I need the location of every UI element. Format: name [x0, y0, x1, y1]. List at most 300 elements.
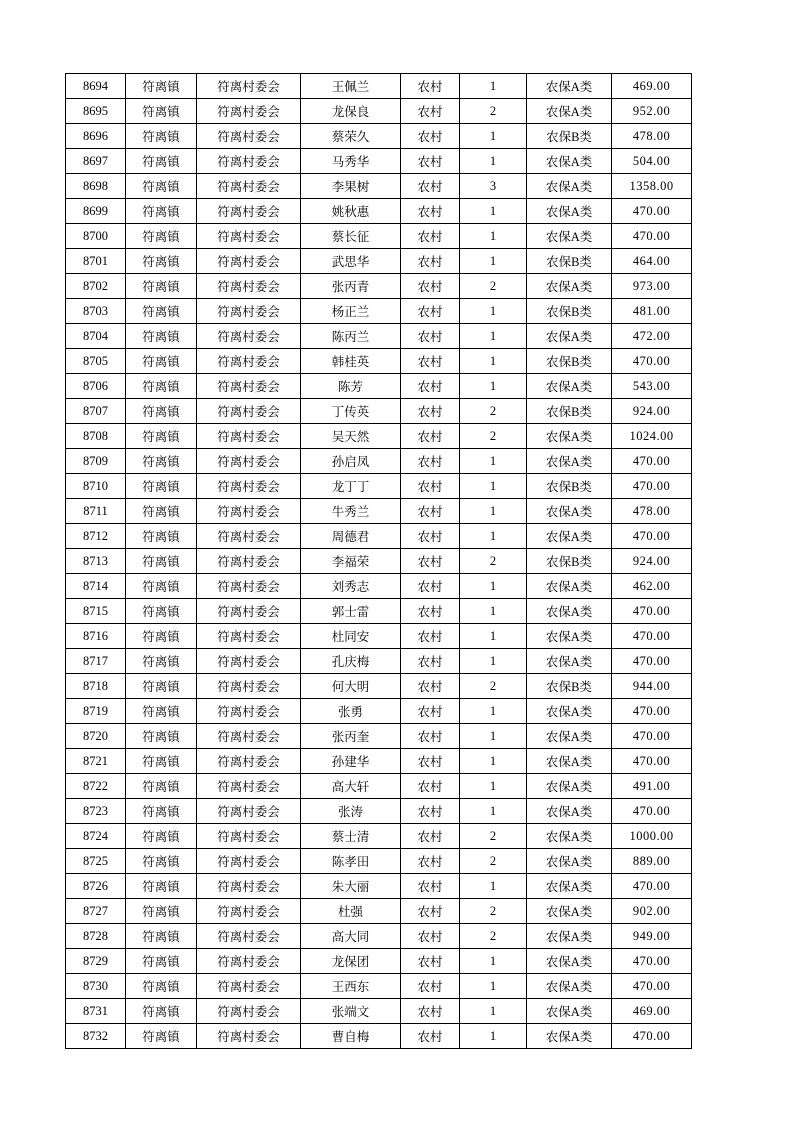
cell-name: 姚秋惠 — [301, 199, 401, 224]
cell-name: 朱大丽 — [301, 874, 401, 899]
cell-town: 符离镇 — [126, 249, 197, 274]
cell-village: 符离村委会 — [197, 174, 301, 199]
cell-amount: 470.00 — [612, 749, 692, 774]
cell-amount: 504.00 — [612, 149, 692, 174]
cell-town: 符离镇 — [126, 874, 197, 899]
cell-category: 农保A类 — [527, 374, 612, 399]
cell-name: 龙保团 — [301, 949, 401, 974]
cell-residence: 农村 — [401, 849, 460, 874]
cell-id: 8695 — [66, 99, 126, 124]
cell-amount: 470.00 — [612, 799, 692, 824]
cell-category: 农保A类 — [527, 99, 612, 124]
cell-amount: 470.00 — [612, 199, 692, 224]
cell-residence: 农村 — [401, 999, 460, 1024]
records-table — [65, 73, 692, 1049]
table-row — [66, 1024, 692, 1049]
cell-count: 2 — [460, 899, 527, 924]
cell-id: 8717 — [66, 649, 126, 674]
cell-town: 符离镇 — [126, 299, 197, 324]
cell-name: 杜强 — [301, 899, 401, 924]
cell-village: 符离村委会 — [197, 1024, 301, 1049]
cell-count: 1 — [460, 324, 527, 349]
cell-category: 农保B类 — [527, 674, 612, 699]
table-row — [66, 449, 692, 474]
cell-id: 8713 — [66, 549, 126, 574]
cell-amount: 472.00 — [612, 324, 692, 349]
cell-residence: 农村 — [401, 624, 460, 649]
cell-name: 张涛 — [301, 799, 401, 824]
cell-village: 符离村委会 — [197, 849, 301, 874]
cell-town: 符离镇 — [126, 649, 197, 674]
cell-name: 杜同安 — [301, 624, 401, 649]
table-row — [66, 524, 692, 549]
cell-count: 1 — [460, 774, 527, 799]
cell-amount: 462.00 — [612, 574, 692, 599]
table-row — [66, 624, 692, 649]
cell-town: 符离镇 — [126, 724, 197, 749]
cell-amount: 1358.00 — [612, 174, 692, 199]
cell-village: 符离村委会 — [197, 774, 301, 799]
table-row — [66, 699, 692, 724]
cell-village: 符离村委会 — [197, 549, 301, 574]
cell-count: 2 — [460, 549, 527, 574]
cell-id: 8725 — [66, 849, 126, 874]
cell-name: 吴天然 — [301, 424, 401, 449]
cell-name: 王西东 — [301, 974, 401, 999]
table-row — [66, 824, 692, 849]
cell-name: 高大同 — [301, 924, 401, 949]
cell-category: 农保A类 — [527, 974, 612, 999]
cell-amount: 924.00 — [612, 549, 692, 574]
cell-name: 蔡士清 — [301, 824, 401, 849]
cell-id: 8714 — [66, 574, 126, 599]
cell-id: 8718 — [66, 674, 126, 699]
cell-village: 符离村委会 — [197, 99, 301, 124]
cell-count: 1 — [460, 149, 527, 174]
cell-amount: 952.00 — [612, 99, 692, 124]
cell-town: 符离镇 — [126, 899, 197, 924]
cell-town: 符离镇 — [126, 124, 197, 149]
cell-residence: 农村 — [401, 874, 460, 899]
cell-id: 8709 — [66, 449, 126, 474]
cell-id: 8732 — [66, 1024, 126, 1049]
cell-name: 马秀华 — [301, 149, 401, 174]
cell-residence: 农村 — [401, 299, 460, 324]
cell-residence: 农村 — [401, 199, 460, 224]
cell-amount: 470.00 — [612, 874, 692, 899]
cell-name: 孔庆梅 — [301, 649, 401, 674]
cell-category: 农保A类 — [527, 424, 612, 449]
cell-category: 农保A类 — [527, 149, 612, 174]
cell-count: 2 — [460, 424, 527, 449]
cell-count: 1 — [460, 874, 527, 899]
cell-amount: 1024.00 — [612, 424, 692, 449]
cell-residence: 农村 — [401, 499, 460, 524]
cell-category: 农保A类 — [527, 724, 612, 749]
cell-category: 农保B类 — [527, 549, 612, 574]
cell-residence: 农村 — [401, 799, 460, 824]
cell-count: 2 — [460, 399, 527, 424]
cell-category: 农保A类 — [527, 824, 612, 849]
cell-count: 1 — [460, 999, 527, 1024]
cell-count: 1 — [460, 599, 527, 624]
cell-town: 符离镇 — [126, 374, 197, 399]
cell-id: 8720 — [66, 724, 126, 749]
cell-name: 武思华 — [301, 249, 401, 274]
cell-count: 1 — [460, 974, 527, 999]
cell-count: 1 — [460, 524, 527, 549]
cell-category: 农保A类 — [527, 224, 612, 249]
cell-town: 符离镇 — [126, 699, 197, 724]
cell-category: 农保A类 — [527, 574, 612, 599]
cell-village: 符离村委会 — [197, 974, 301, 999]
cell-id: 8715 — [66, 599, 126, 624]
cell-count: 1 — [460, 699, 527, 724]
cell-name: 孙建华 — [301, 749, 401, 774]
cell-residence: 农村 — [401, 974, 460, 999]
cell-village: 符离村委会 — [197, 74, 301, 99]
cell-id: 8708 — [66, 424, 126, 449]
cell-count: 1 — [460, 649, 527, 674]
cell-town: 符离镇 — [126, 824, 197, 849]
cell-id: 8706 — [66, 374, 126, 399]
cell-category: 农保B类 — [527, 124, 612, 149]
cell-category: 农保A类 — [527, 699, 612, 724]
table-row — [66, 974, 692, 999]
cell-village: 符离村委会 — [197, 199, 301, 224]
cell-village: 符离村委会 — [197, 249, 301, 274]
cell-count: 1 — [460, 299, 527, 324]
cell-count: 2 — [460, 849, 527, 874]
cell-town: 符离镇 — [126, 74, 197, 99]
table-row — [66, 399, 692, 424]
cell-village: 符离村委会 — [197, 124, 301, 149]
cell-amount: 944.00 — [612, 674, 692, 699]
cell-category: 农保A类 — [527, 924, 612, 949]
cell-residence: 农村 — [401, 149, 460, 174]
cell-count: 1 — [460, 199, 527, 224]
table-row — [66, 774, 692, 799]
cell-category: 农保A类 — [527, 624, 612, 649]
cell-id: 8731 — [66, 999, 126, 1024]
cell-amount: 470.00 — [612, 599, 692, 624]
cell-town: 符离镇 — [126, 149, 197, 174]
cell-residence: 农村 — [401, 1024, 460, 1049]
cell-id: 8702 — [66, 274, 126, 299]
cell-residence: 农村 — [401, 224, 460, 249]
cell-name: 刘秀志 — [301, 574, 401, 599]
cell-town: 符离镇 — [126, 999, 197, 1024]
cell-town: 符离镇 — [126, 974, 197, 999]
cell-town: 符离镇 — [126, 224, 197, 249]
cell-town: 符离镇 — [126, 574, 197, 599]
cell-village: 符离村委会 — [197, 924, 301, 949]
cell-residence: 农村 — [401, 649, 460, 674]
table-row — [66, 74, 692, 99]
cell-id: 8722 — [66, 774, 126, 799]
cell-town: 符离镇 — [126, 499, 197, 524]
cell-count: 2 — [460, 674, 527, 699]
cell-count: 1 — [460, 374, 527, 399]
table-row — [66, 724, 692, 749]
table-row — [66, 899, 692, 924]
cell-name: 张丙奎 — [301, 724, 401, 749]
cell-town: 符离镇 — [126, 449, 197, 474]
cell-name: 陈丙兰 — [301, 324, 401, 349]
cell-town: 符离镇 — [126, 549, 197, 574]
cell-amount: 470.00 — [612, 224, 692, 249]
cell-count: 1 — [460, 574, 527, 599]
cell-count: 1 — [460, 749, 527, 774]
cell-name: 李福荣 — [301, 549, 401, 574]
cell-name: 张端文 — [301, 999, 401, 1024]
cell-residence: 农村 — [401, 674, 460, 699]
cell-category: 农保A类 — [527, 799, 612, 824]
cell-town: 符离镇 — [126, 1024, 197, 1049]
cell-residence: 农村 — [401, 724, 460, 749]
cell-town: 符离镇 — [126, 949, 197, 974]
cell-id: 8723 — [66, 799, 126, 824]
cell-id: 8698 — [66, 174, 126, 199]
cell-count: 3 — [460, 174, 527, 199]
cell-town: 符离镇 — [126, 349, 197, 374]
cell-residence: 农村 — [401, 324, 460, 349]
cell-amount: 470.00 — [612, 624, 692, 649]
table-row — [66, 799, 692, 824]
cell-category: 农保A类 — [527, 949, 612, 974]
cell-village: 符离村委会 — [197, 499, 301, 524]
table-row — [66, 599, 692, 624]
cell-town: 符离镇 — [126, 599, 197, 624]
cell-id: 8728 — [66, 924, 126, 949]
cell-amount: 470.00 — [612, 699, 692, 724]
cell-residence: 农村 — [401, 424, 460, 449]
cell-residence: 农村 — [401, 374, 460, 399]
cell-name: 丁传英 — [301, 399, 401, 424]
table-row — [66, 649, 692, 674]
cell-amount: 469.00 — [612, 999, 692, 1024]
cell-residence: 农村 — [401, 524, 460, 549]
cell-id: 8726 — [66, 874, 126, 899]
cell-count: 2 — [460, 824, 527, 849]
cell-count: 1 — [460, 474, 527, 499]
cell-id: 8705 — [66, 349, 126, 374]
table-row — [66, 874, 692, 899]
cell-village: 符离村委会 — [197, 874, 301, 899]
cell-residence: 农村 — [401, 349, 460, 374]
table-row — [66, 224, 692, 249]
cell-id: 8724 — [66, 824, 126, 849]
table-row — [66, 374, 692, 399]
cell-amount: 949.00 — [612, 924, 692, 949]
cell-residence: 农村 — [401, 99, 460, 124]
cell-name: 杨正兰 — [301, 299, 401, 324]
cell-id: 8721 — [66, 749, 126, 774]
cell-town: 符离镇 — [126, 199, 197, 224]
cell-town: 符离镇 — [126, 774, 197, 799]
table-body — [66, 74, 692, 1049]
cell-name: 蔡长征 — [301, 224, 401, 249]
cell-residence: 农村 — [401, 124, 460, 149]
cell-id: 8730 — [66, 974, 126, 999]
cell-name: 张勇 — [301, 699, 401, 724]
cell-amount: 924.00 — [612, 399, 692, 424]
cell-town: 符离镇 — [126, 749, 197, 774]
cell-id: 8729 — [66, 949, 126, 974]
cell-amount: 470.00 — [612, 524, 692, 549]
cell-village: 符离村委会 — [197, 299, 301, 324]
cell-count: 1 — [460, 724, 527, 749]
cell-name: 曹自梅 — [301, 1024, 401, 1049]
cell-category: 农保A类 — [527, 74, 612, 99]
cell-id: 8716 — [66, 624, 126, 649]
cell-town: 符离镇 — [126, 324, 197, 349]
cell-village: 符离村委会 — [197, 574, 301, 599]
cell-town: 符离镇 — [126, 474, 197, 499]
cell-category: 农保A类 — [527, 524, 612, 549]
cell-town: 符离镇 — [126, 99, 197, 124]
cell-residence: 农村 — [401, 699, 460, 724]
table-row — [66, 324, 692, 349]
cell-residence: 农村 — [401, 824, 460, 849]
cell-name: 周德君 — [301, 524, 401, 549]
cell-amount: 889.00 — [612, 849, 692, 874]
table-row — [66, 174, 692, 199]
cell-village: 符离村委会 — [197, 224, 301, 249]
cell-residence: 农村 — [401, 749, 460, 774]
cell-name: 陈芳 — [301, 374, 401, 399]
cell-residence: 农村 — [401, 249, 460, 274]
cell-amount: 491.00 — [612, 774, 692, 799]
cell-amount: 902.00 — [612, 899, 692, 924]
cell-village: 符离村委会 — [197, 749, 301, 774]
cell-town: 符离镇 — [126, 924, 197, 949]
table-row — [66, 99, 692, 124]
cell-id: 8719 — [66, 699, 126, 724]
cell-village: 符离村委会 — [197, 324, 301, 349]
table-row — [66, 474, 692, 499]
cell-residence: 农村 — [401, 774, 460, 799]
cell-residence: 农村 — [401, 474, 460, 499]
cell-category: 农保A类 — [527, 899, 612, 924]
cell-name: 郭士雷 — [301, 599, 401, 624]
cell-count: 1 — [460, 499, 527, 524]
table-row — [66, 499, 692, 524]
cell-category: 农保A类 — [527, 749, 612, 774]
cell-amount: 481.00 — [612, 299, 692, 324]
cell-name: 王佩兰 — [301, 74, 401, 99]
cell-village: 符离村委会 — [197, 274, 301, 299]
cell-count: 1 — [460, 249, 527, 274]
cell-name: 孙启凤 — [301, 449, 401, 474]
cell-amount: 470.00 — [612, 974, 692, 999]
cell-village: 符离村委会 — [197, 149, 301, 174]
cell-town: 符离镇 — [126, 674, 197, 699]
cell-residence: 农村 — [401, 924, 460, 949]
cell-count: 1 — [460, 74, 527, 99]
cell-amount: 470.00 — [612, 724, 692, 749]
cell-amount: 478.00 — [612, 124, 692, 149]
cell-residence: 农村 — [401, 274, 460, 299]
cell-category: 农保A类 — [527, 324, 612, 349]
cell-count: 1 — [460, 949, 527, 974]
cell-amount: 469.00 — [612, 74, 692, 99]
cell-residence: 农村 — [401, 574, 460, 599]
cell-village: 符离村委会 — [197, 399, 301, 424]
cell-amount: 1000.00 — [612, 824, 692, 849]
cell-name: 张丙青 — [301, 274, 401, 299]
cell-name: 龙丁丁 — [301, 474, 401, 499]
cell-count: 2 — [460, 274, 527, 299]
cell-residence: 农村 — [401, 174, 460, 199]
cell-name: 韩桂英 — [301, 349, 401, 374]
cell-category: 农保A类 — [527, 649, 612, 674]
cell-id: 8704 — [66, 324, 126, 349]
cell-name: 蔡荣久 — [301, 124, 401, 149]
cell-category: 农保A类 — [527, 774, 612, 799]
cell-village: 符离村委会 — [197, 474, 301, 499]
cell-town: 符离镇 — [126, 624, 197, 649]
cell-town: 符离镇 — [126, 174, 197, 199]
cell-village: 符离村委会 — [197, 649, 301, 674]
table-row — [66, 124, 692, 149]
table-row — [66, 424, 692, 449]
cell-id: 8694 — [66, 74, 126, 99]
cell-amount: 973.00 — [612, 274, 692, 299]
cell-id: 8700 — [66, 224, 126, 249]
cell-category: 农保B类 — [527, 249, 612, 274]
cell-village: 符离村委会 — [197, 799, 301, 824]
cell-village: 符离村委会 — [197, 374, 301, 399]
cell-id: 8701 — [66, 249, 126, 274]
cell-category: 农保A类 — [527, 849, 612, 874]
cell-count: 1 — [460, 124, 527, 149]
cell-amount: 478.00 — [612, 499, 692, 524]
cell-residence: 农村 — [401, 899, 460, 924]
cell-category: 农保B类 — [527, 349, 612, 374]
cell-amount: 470.00 — [612, 1024, 692, 1049]
table-row — [66, 999, 692, 1024]
cell-amount: 470.00 — [612, 649, 692, 674]
cell-category: 农保A类 — [527, 499, 612, 524]
cell-id: 8699 — [66, 199, 126, 224]
cell-name: 何大明 — [301, 674, 401, 699]
cell-town: 符离镇 — [126, 849, 197, 874]
cell-village: 符离村委会 — [197, 699, 301, 724]
table-row — [66, 749, 692, 774]
cell-id: 8707 — [66, 399, 126, 424]
cell-village: 符离村委会 — [197, 599, 301, 624]
cell-village: 符离村委会 — [197, 449, 301, 474]
cell-name: 李果树 — [301, 174, 401, 199]
cell-id: 8712 — [66, 524, 126, 549]
cell-amount: 470.00 — [612, 474, 692, 499]
cell-count: 1 — [460, 1024, 527, 1049]
cell-village: 符离村委会 — [197, 624, 301, 649]
cell-count: 1 — [460, 624, 527, 649]
table-row — [66, 924, 692, 949]
table-row — [66, 549, 692, 574]
cell-town: 符离镇 — [126, 524, 197, 549]
cell-amount: 464.00 — [612, 249, 692, 274]
cell-count: 1 — [460, 349, 527, 374]
table-row — [66, 674, 692, 699]
cell-residence: 农村 — [401, 549, 460, 574]
table-row — [66, 949, 692, 974]
cell-residence: 农村 — [401, 599, 460, 624]
cell-category: 农保A类 — [527, 599, 612, 624]
cell-category: 农保A类 — [527, 999, 612, 1024]
